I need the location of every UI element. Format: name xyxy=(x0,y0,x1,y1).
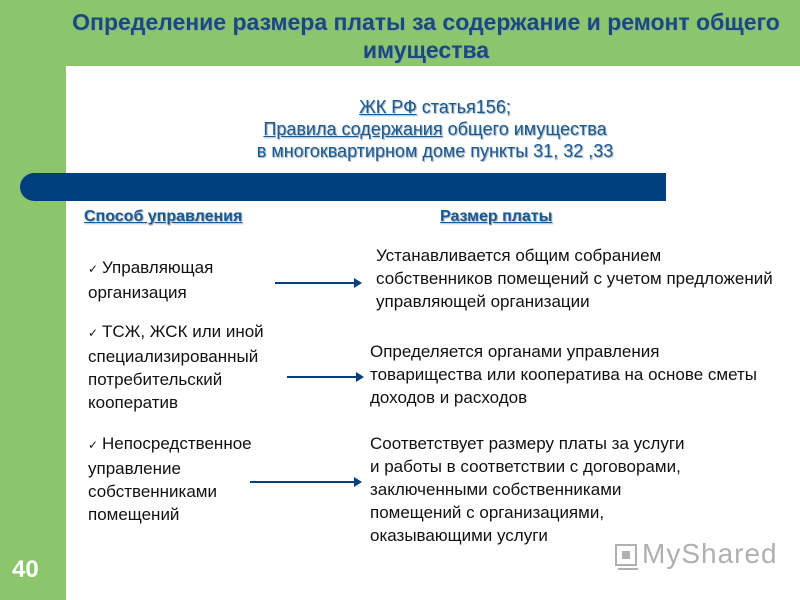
list-item-description: Определяется органами управления товарищества или кооператива на основе сметы доходов и расходов xyxy=(370,342,757,407)
watermark-logo-icon xyxy=(614,541,642,571)
list-item-description: Соответствует размеру платы за услуги и работы в соответствии с договорами, заключенными собственниками помещений с организациями, оказывающими услуги xyxy=(370,434,685,545)
rules-points-text: в многоквартирном доме пункты 31, 32 ,33 xyxy=(256,141,614,161)
legal-references xyxy=(140,96,730,162)
list-item: ✓ Управляющая организация xyxy=(88,258,214,302)
rules-link[interactable]: Правила содержания xyxy=(263,119,443,139)
article-text: статья156; xyxy=(416,97,511,117)
list-item-description: Устанавливается общим собранием собственников помещений с учетом предложений управляющей организации xyxy=(376,246,773,311)
rules-text: общего имущества xyxy=(442,119,607,139)
management-method-header: Способ управления xyxy=(84,208,243,225)
arrow-icon xyxy=(287,376,357,378)
list-item: ✓ ТСЖ, ЖСК или иной специализированный потребительский кооператив xyxy=(88,322,264,412)
arrow-icon xyxy=(250,481,355,483)
watermark xyxy=(614,538,778,571)
zhk-rf-link[interactable]: ЖК РФ xyxy=(359,97,417,117)
check-icon: ✓ xyxy=(88,262,99,276)
page-number: 40 xyxy=(12,556,39,583)
list-item: ✓ Непосредственное управление собственниками помещений xyxy=(88,434,252,524)
arrow-icon xyxy=(275,282,355,284)
fee-amount-header: Размер платы xyxy=(440,208,553,225)
divider-bar xyxy=(20,173,666,201)
watermark-text: MyShared xyxy=(642,538,778,569)
check-icon: ✓ xyxy=(88,326,99,340)
check-icon: ✓ xyxy=(88,438,99,452)
left-green-band xyxy=(0,0,66,600)
slide-title: Определение размера платы за содержание и ремонт общего имущества xyxy=(72,9,780,63)
